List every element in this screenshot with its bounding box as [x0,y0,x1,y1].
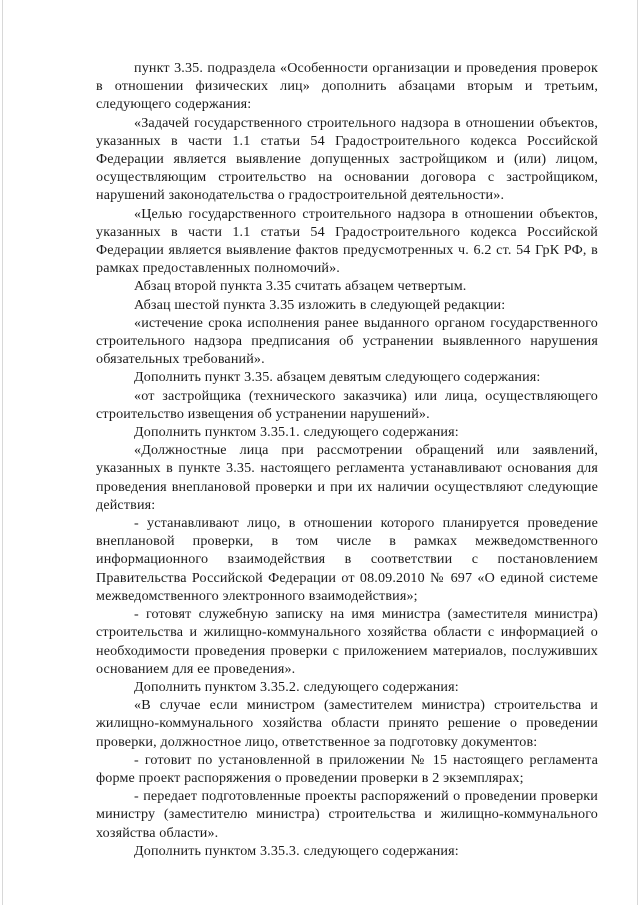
paragraph: «Целью государственного строительного надзора в отношении объектов, указанных в части 1.1 статьи 54 Градостроительного кодекса Российской Федерации является выявление фактов предусмотренных ч. 6.2 ст. 54 ГрК РФ, в рамках предоставленных полномочий». [96,205,598,277]
paragraph: «Должностные лица при рассмотрении обращений или заявлений, указанных в пункте 3.35. настоящего регламента устанавливают основания для проведения внеплановой проверки и при их наличии осуществляют следующие действия: [96,442,598,513]
paragraph: «В случае если министром (заместителем министра) строительства и жилищно-коммунального хозяйства области принято решение о проведении проверки, должностное лицо, ответственное за подготовку документов: [96,697,598,750]
paragraph: Дополнить пункт 3.35. абзацем девятым следующего содержания: [134,369,541,386]
page-edge-right [637,0,638,905]
paragraph: - устанавливают лицо, в отношении которого планируется проведение внеплановой проверки, в том числе в рамках межведомственного информационного взаимодействия в соответствии с постановлением Правительства Российской Федерации от 08.09.2010 № 697 «О единой системе межведомственного электронного взаимодействия»; [96,515,598,604]
paragraph: пункт 3.35. подраздела «Особенности организации и проведения проверок в отношении физических лиц» дополнить абзацами вторым и третьим, следующего содержания: [96,60,598,113]
paragraph: Дополнить пунктом 3.35.2. следующего содержания: [134,678,459,695]
document-text [96,59,598,860]
page-edge-left [2,0,3,905]
paragraph: «от застройщика (технического заказчика) или лица, осуществляющего строительство извещения об устранении нарушений». [96,387,598,422]
paragraph: «истечение срока исполнения ранее выданного органом государственного строительного надзора предписания об устранении выявленного нарушения обязательных требований». [96,314,598,368]
paragraph: - готовит по установленной в приложении № 15 настоящего регламента форме проект распоряжения о проведении проверки в 2 экземплярах; [96,751,598,786]
paragraph: - готовят служебную записку на имя министра (заместителя министра) строительства и жилищно-коммунального хозяйства области с информацией о необходимости проведения проверки с приложением материалов, послуживших основанием для ее проведения». [96,606,598,677]
paragraph: Дополнить пунктом 3.35.3. следующего содержания: [134,842,459,859]
paragraph: Абзац шестой пункта 3.35 изложить в следующей редакции: [134,296,506,313]
paragraph: - передает подготовленные проекты распоряжений о проведении проверки министру (заместителю министра) строительства и жилищно-коммунального хозяйства области». [96,788,598,841]
paragraph: «Задачей государственного строительного надзора в отношении объектов, указанных в части 1.1 статьи 54 Градостроительного кодекса Российской Федерации является выявление допущенных застройщиком и (или) лицом, осуществляющим строительство на основании договора с застройщиком, нарушений законодательства о градостроительной деятельности». [96,114,598,204]
paragraph: Дополнить пунктом 3.35.1. следующего содержания: [134,424,459,441]
paragraph: Абзац второй пункта 3.35 считать абзацем четвертым. [134,278,467,295]
